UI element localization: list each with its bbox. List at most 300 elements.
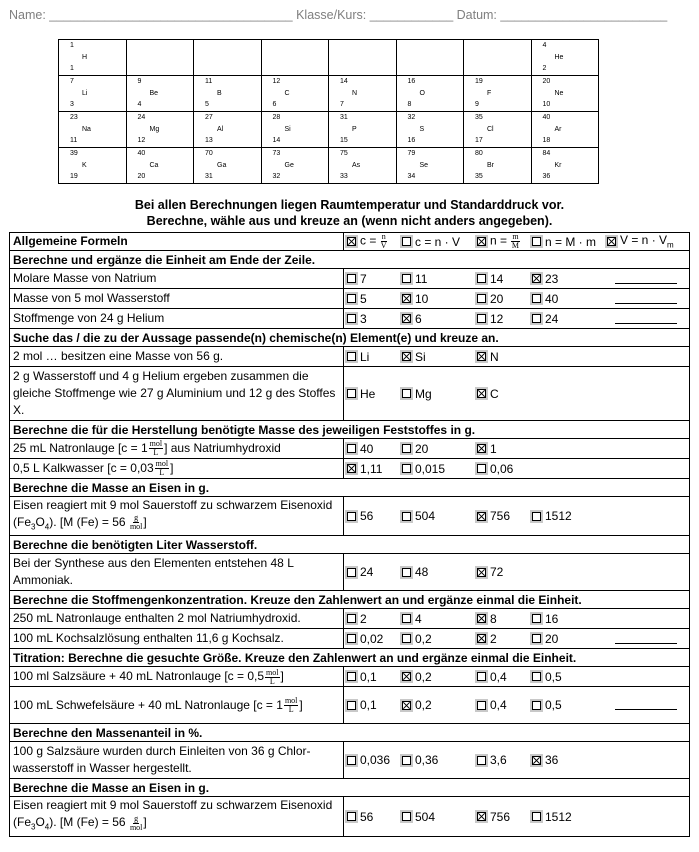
option-value: 10 [415, 291, 429, 306]
element-symbol: Ga [217, 161, 227, 169]
answer-option[interactable] [402, 670, 432, 684]
checked-box-icon[interactable] [477, 237, 486, 246]
option-value: 0,2 [415, 698, 432, 713]
checkbox-icon[interactable] [347, 756, 356, 765]
option-value: 0,2 [415, 669, 432, 684]
element-symbol: P [352, 125, 357, 133]
atomic-mass: 1 [70, 42, 74, 49]
option-value: 12 [490, 311, 504, 326]
answer-option[interactable] [347, 810, 373, 824]
answer-option[interactable] [477, 272, 503, 286]
option-value: 72 [490, 565, 504, 580]
atomic-number: 31 [205, 173, 213, 180]
question-row [10, 269, 690, 289]
answer-option[interactable] [477, 387, 499, 401]
answer-option[interactable] [402, 312, 422, 326]
checkbox-icon[interactable] [402, 568, 411, 577]
unit-input-line[interactable] [615, 323, 677, 324]
checkbox-icon[interactable] [347, 672, 356, 681]
atomic-number: 36 [542, 173, 551, 180]
empty-cell [194, 40, 262, 76]
element-symbol: Be [149, 89, 159, 97]
section-title: Berechne den Massenanteil in %. [10, 724, 690, 742]
option-value: 24 [360, 565, 374, 580]
answer-cell [344, 347, 690, 367]
formula-option[interactable] [477, 233, 521, 250]
atomic-number: 6 [272, 101, 277, 108]
instructions [0, 197, 699, 229]
answer-options [347, 743, 686, 777]
option-value: Li [360, 349, 370, 364]
checkbox-icon[interactable] [347, 614, 356, 623]
atomic-mass: 35 [475, 114, 483, 121]
option-value: 0,5 [545, 669, 562, 684]
atomic-mass: 40 [137, 150, 146, 157]
element-cell [59, 76, 127, 112]
section-header [10, 591, 690, 609]
option-value: 3 [360, 311, 367, 326]
checkbox-icon[interactable] [347, 274, 356, 283]
answer-option[interactable] [532, 753, 558, 767]
option-value: 1 [490, 441, 497, 456]
answer-option[interactable] [532, 632, 558, 646]
answer-option[interactable] [347, 350, 369, 364]
atomic-mass: 39 [70, 150, 78, 157]
answer-cell [344, 742, 690, 779]
question-text: Masse von 5 mol Wasserstoff [10, 289, 344, 309]
checked-box-icon[interactable] [402, 294, 411, 303]
answer-option[interactable] [532, 612, 558, 626]
answer-option[interactable] [477, 632, 497, 646]
checkbox-icon[interactable] [347, 444, 356, 453]
formula-option[interactable] [402, 235, 460, 249]
periodic-table [58, 39, 599, 184]
unit-input-line[interactable] [615, 283, 677, 284]
answer-option[interactable] [532, 272, 558, 286]
element-symbol: Mg [149, 125, 160, 133]
checked-box-icon[interactable] [477, 568, 486, 577]
question-text: Eisen reagiert mit 9 mol Sauerstoff zu schwarzem Eisenoxid $(Fe_3O_4)$. [M (Fe) = 56 $\frac{g}{\text{mol}}$ ] [10, 797, 344, 836]
answer-option[interactable] [477, 753, 507, 767]
checkbox-icon[interactable] [532, 294, 541, 303]
formula-options [347, 233, 686, 250]
checkbox-icon[interactable] [402, 812, 411, 821]
answer-options [347, 348, 686, 365]
answer-option[interactable] [477, 565, 503, 579]
atomic-mass: 32 [407, 114, 416, 121]
answer-option[interactable] [477, 350, 499, 364]
checkbox-icon[interactable] [477, 274, 486, 283]
element-cell [261, 148, 329, 184]
checkbox-icon[interactable] [402, 389, 411, 398]
element-symbol: S [419, 125, 425, 133]
checked-box-icon[interactable] [477, 444, 486, 453]
question-row [10, 309, 690, 329]
periodic-row [59, 112, 599, 148]
checkbox-icon[interactable] [347, 512, 356, 521]
atomic-mass: 79 [407, 150, 416, 157]
option-value: 0,02 [360, 631, 384, 646]
checkbox-icon[interactable] [532, 812, 541, 821]
option-value: He [360, 386, 376, 401]
answer-option[interactable] [347, 698, 377, 712]
answer-option[interactable] [477, 462, 513, 476]
option-value: 0,1 [360, 698, 377, 713]
element-cell [329, 76, 397, 112]
element-symbol: Br [487, 161, 494, 169]
checkbox-icon[interactable] [532, 237, 541, 246]
checkbox-icon[interactable] [477, 701, 486, 710]
section-title: Berechne die Masse an Eisen in g. [10, 479, 690, 497]
option-value: 504 [415, 509, 436, 524]
checkbox-icon[interactable] [347, 701, 356, 710]
element-cell [194, 112, 262, 148]
section-title: Berechne die für die Herstellung benötigte Masse des jeweiligen Feststoffes in g. [10, 421, 690, 439]
option-value: 20 [490, 291, 504, 306]
atomic-mass: 14 [340, 78, 348, 85]
checked-box-icon[interactable] [477, 634, 486, 643]
atomic-mass: 11 [205, 78, 213, 85]
atomic-number: 4 [137, 101, 142, 108]
answer-option[interactable] [402, 387, 432, 401]
answer-option[interactable] [347, 565, 373, 579]
answer-option[interactable] [477, 292, 503, 306]
answer-option[interactable] [347, 292, 367, 306]
answer-options [347, 688, 686, 722]
question-text: 100 mL Schwefelsäure + 40 mL Natronlauge [c = 1 $\frac{\text{mol}}{L}$ ] [10, 687, 344, 724]
element-cell [261, 76, 329, 112]
checked-box-icon[interactable] [477, 512, 486, 521]
answer-option[interactable] [402, 292, 428, 306]
checkbox-icon[interactable] [402, 237, 411, 246]
question-text: Molare Masse von Natrium [10, 269, 344, 289]
section-title: Titration: Berechne die gesuchte Größe. Kreuze den Zahlenwert an und ergänze einmal die Einheit. [10, 649, 690, 667]
checkbox-icon[interactable] [477, 756, 486, 765]
element-symbol: Na [82, 125, 91, 133]
answer-options [347, 555, 686, 589]
atomic-number: 18 [542, 137, 551, 144]
element-symbol: Ar [554, 125, 562, 133]
answer-option[interactable] [402, 632, 432, 646]
empty-cell [464, 40, 532, 76]
question-row [10, 497, 690, 536]
atomic-number: 12 [137, 137, 146, 144]
element-cell [396, 148, 464, 184]
checked-box-icon[interactable] [402, 701, 411, 710]
answer-cell [344, 667, 690, 687]
answer-cell [344, 289, 690, 309]
element-cell [396, 76, 464, 112]
atomic-mass: 70 [205, 150, 213, 157]
checked-box-icon[interactable] [477, 389, 486, 398]
answer-option[interactable] [402, 565, 428, 579]
answer-option[interactable] [477, 670, 507, 684]
answer-option[interactable] [477, 810, 510, 824]
checkbox-icon[interactable] [477, 464, 486, 473]
element-symbol: He [554, 53, 564, 61]
checked-box-icon[interactable] [532, 274, 541, 283]
checkbox-icon[interactable] [477, 314, 486, 323]
checkbox-icon[interactable] [347, 389, 356, 398]
checkbox-icon[interactable] [477, 294, 486, 303]
option-value: 1,11 [360, 461, 383, 476]
checked-box-icon[interactable] [477, 352, 486, 361]
periodic-row [59, 40, 599, 76]
answer-option[interactable] [402, 442, 428, 456]
option-value: 8 [490, 611, 497, 626]
checkbox-icon[interactable] [347, 812, 356, 821]
empty-cell [261, 40, 329, 76]
checked-box-icon[interactable] [347, 464, 356, 473]
answer-cell [344, 269, 690, 289]
atomic-mass: 24 [137, 114, 146, 121]
element-symbol: As [352, 161, 361, 169]
option-value: 24 [545, 311, 559, 326]
element-symbol: B [217, 89, 222, 97]
atomic-number: 5 [205, 101, 209, 108]
option-value: 16 [545, 611, 559, 626]
answer-option[interactable] [402, 350, 426, 364]
checkbox-icon[interactable] [347, 568, 356, 577]
section-header [10, 479, 690, 497]
checkbox-icon[interactable] [347, 634, 356, 643]
atomic-mass: 23 [70, 114, 78, 121]
instructions-line-2: Berechne, wähle aus und kreuze an (wenn nicht anders angegeben). [146, 214, 553, 228]
atomic-mass: 73 [272, 150, 281, 157]
answer-options [347, 610, 686, 627]
periodic-row [59, 148, 599, 184]
element-symbol: Ne [554, 89, 564, 97]
option-value: 23 [545, 271, 559, 286]
checked-box-icon[interactable] [477, 812, 486, 821]
option-value: 0,4 [490, 698, 507, 713]
question-text: 25 mL Natronlauge [c = 1 $\frac{\text{mol}}{L}$ ] aus Natriumhydroxid [10, 439, 344, 459]
answer-option[interactable] [347, 612, 367, 626]
element-symbol: Al [217, 125, 224, 133]
formula-option[interactable] [607, 233, 674, 249]
atomic-number: 14 [272, 137, 281, 144]
answer-option[interactable] [347, 272, 367, 286]
checked-box-icon[interactable] [477, 614, 486, 623]
atomic-number: 1 [70, 65, 74, 72]
element-symbol: N [352, 89, 358, 97]
checkbox-icon[interactable] [347, 314, 356, 323]
checkbox-icon[interactable] [402, 756, 411, 765]
option-value: 56 [360, 509, 374, 524]
section-header [10, 421, 690, 439]
answer-option[interactable] [532, 509, 572, 523]
answer-option[interactable] [477, 612, 497, 626]
checkbox-icon[interactable] [347, 352, 356, 361]
atomic-mass: 9 [137, 78, 142, 85]
checkbox-icon[interactable] [532, 672, 541, 681]
element-cell [194, 148, 262, 184]
question-row [10, 459, 690, 479]
element-cell [329, 112, 397, 148]
atomic-number: 32 [272, 173, 281, 180]
atomic-number: 20 [137, 173, 146, 180]
unit-input-line[interactable] [615, 709, 677, 710]
checkbox-icon[interactable] [402, 274, 411, 283]
option-value: 0,015 [415, 461, 446, 476]
answer-option[interactable] [477, 442, 497, 456]
atomic-mass: 7 [70, 78, 74, 85]
checkbox-icon[interactable] [402, 512, 411, 521]
option-value: 40 [360, 441, 374, 456]
checkbox-icon[interactable] [532, 701, 541, 710]
answer-options [347, 630, 686, 647]
answer-cell [344, 554, 690, 591]
atomic-number: 10 [542, 101, 551, 108]
checkbox-icon[interactable] [477, 672, 486, 681]
section-title: Berechne die benötigten Liter Wasserstoff. [10, 536, 690, 554]
answer-options [347, 800, 686, 834]
checkbox-icon[interactable] [532, 634, 541, 643]
answer-cell [344, 797, 690, 836]
atomic-number: 35 [475, 173, 483, 180]
option-value: 504 [415, 809, 436, 824]
answer-cell [344, 367, 690, 421]
answer-cell [344, 609, 690, 629]
answer-options [347, 290, 686, 307]
unit-input-line[interactable] [615, 643, 677, 644]
atomic-mass: 40 [542, 114, 551, 121]
element-cell [194, 76, 262, 112]
section-header [10, 329, 690, 347]
option-value: 0,4 [490, 669, 507, 684]
element-cell [59, 148, 127, 184]
checkbox-icon[interactable] [402, 634, 411, 643]
answer-option[interactable] [347, 753, 390, 767]
answer-option[interactable] [347, 462, 382, 476]
question-row [10, 367, 690, 421]
atomic-number: 13 [205, 137, 213, 144]
atomic-number: 34 [407, 173, 416, 180]
answer-option[interactable] [347, 670, 377, 684]
answer-option[interactable] [402, 509, 435, 523]
option-value: 0,36 [415, 753, 439, 768]
atomic-number: 2 [542, 65, 547, 72]
empty-cell [329, 40, 397, 76]
option-value: 40 [545, 291, 559, 306]
answer-option[interactable] [347, 387, 375, 401]
answer-option[interactable] [477, 312, 503, 326]
atomic-mass: 4 [542, 42, 547, 49]
answer-option[interactable] [532, 292, 558, 306]
empty-cell [396, 40, 464, 76]
instructions-line-1: Bei allen Berechnungen liegen Raumtemperatur und Standarddruck vor. [134, 198, 565, 212]
answer-option[interactable] [477, 698, 507, 712]
answer-option[interactable] [402, 810, 435, 824]
option-value: 3,6 [490, 753, 507, 768]
section-title: Berechne und ergänze die Einheit am Ende der Zeile. [10, 251, 690, 269]
student-info-line[interactable]: Name: ___________________________________ Klasse/Kurs: ____________ Datum: ________________________ [9, 8, 668, 22]
section-header [10, 779, 690, 797]
option-value: 1512 [545, 809, 572, 824]
unit-input-line[interactable] [615, 303, 677, 304]
answer-cell [344, 439, 690, 459]
checkbox-icon[interactable] [532, 614, 541, 623]
formulas-row [10, 233, 690, 251]
element-symbol: Se [419, 161, 429, 169]
atomic-mass: 28 [272, 114, 281, 121]
answer-cell [344, 309, 690, 329]
element-cell [531, 148, 599, 184]
element-cell [464, 76, 532, 112]
question-row [10, 554, 690, 591]
checked-box-icon[interactable] [402, 352, 411, 361]
checked-box-icon[interactable] [532, 756, 541, 765]
option-value: 0,06 [490, 461, 514, 476]
element-symbol: Li [82, 89, 88, 97]
answer-option[interactable] [532, 698, 562, 712]
answer-option[interactable] [402, 272, 427, 286]
answer-option[interactable] [532, 312, 558, 326]
checked-box-icon[interactable] [402, 672, 411, 681]
answer-option[interactable] [402, 698, 432, 712]
worksheet-table [9, 232, 690, 837]
checked-box-icon[interactable] [347, 237, 356, 246]
checkbox-icon[interactable] [532, 314, 541, 323]
checked-box-icon[interactable] [607, 237, 616, 246]
empty-cell [126, 40, 194, 76]
checked-box-icon[interactable] [402, 314, 411, 323]
option-value: 756 [490, 809, 511, 824]
question-row [10, 797, 690, 836]
answer-option[interactable] [402, 612, 422, 626]
formula-text: c = $\frac{n}{V}$ [360, 232, 387, 250]
element-cell [59, 40, 127, 76]
section-title: Suche das / die zu der Aussage passende(n) chemische(n) Element(e) und kreuze an. [10, 329, 690, 347]
option-value: N [490, 349, 499, 364]
element-symbol: H [82, 53, 88, 61]
answer-option[interactable] [532, 670, 562, 684]
question-row [10, 289, 690, 309]
atomic-number: 15 [340, 137, 348, 144]
checkbox-icon[interactable] [402, 614, 411, 623]
element-symbol: Ca [149, 161, 159, 169]
element-cell [126, 112, 194, 148]
question-text: 2 g Wasserstoff und 4 g Helium ergeben zusammen die gleiche Stoffmenge wie 27 g Aluminium und 12 g des Stoffes X. [10, 367, 344, 421]
answer-option[interactable] [347, 509, 373, 523]
question-text: Stoffmenge von 24 g Helium [10, 309, 344, 329]
formula-option[interactable] [347, 233, 388, 250]
option-value: 5 [360, 291, 367, 306]
checkbox-icon[interactable] [402, 464, 411, 473]
answer-option[interactable] [347, 632, 383, 646]
checkbox-icon[interactable] [402, 444, 411, 453]
formula-text: c = n · V [415, 234, 461, 249]
formulas-label: Allgemeine Formeln [10, 233, 344, 251]
answer-option[interactable] [477, 509, 510, 523]
formula-option[interactable] [532, 235, 596, 249]
question-text: Eisen reagiert mit 9 mol Sauerstoff zu schwarzem Eisenoxid $(Fe_3O_4)$. [M (Fe) = 56 $\frac{g}{\text{mol}}$ ] [10, 497, 344, 536]
answer-option[interactable] [402, 753, 438, 767]
element-symbol: K [82, 161, 87, 169]
option-value: 0,036 [360, 753, 391, 768]
answer-option[interactable] [347, 312, 367, 326]
answer-option[interactable] [347, 442, 373, 456]
element-cell [329, 148, 397, 184]
checkbox-icon[interactable] [347, 294, 356, 303]
element-cell [464, 148, 532, 184]
option-value: 0,1 [360, 669, 377, 684]
element-cell [531, 40, 599, 76]
checkbox-icon[interactable] [532, 512, 541, 521]
answer-option[interactable] [402, 462, 445, 476]
question-text: 100 g Salzsäure wurden durch Einleiten von 36 g Chlor-wasserstoff in Wasser hergestellt. [10, 742, 344, 779]
answer-option[interactable] [532, 810, 572, 824]
